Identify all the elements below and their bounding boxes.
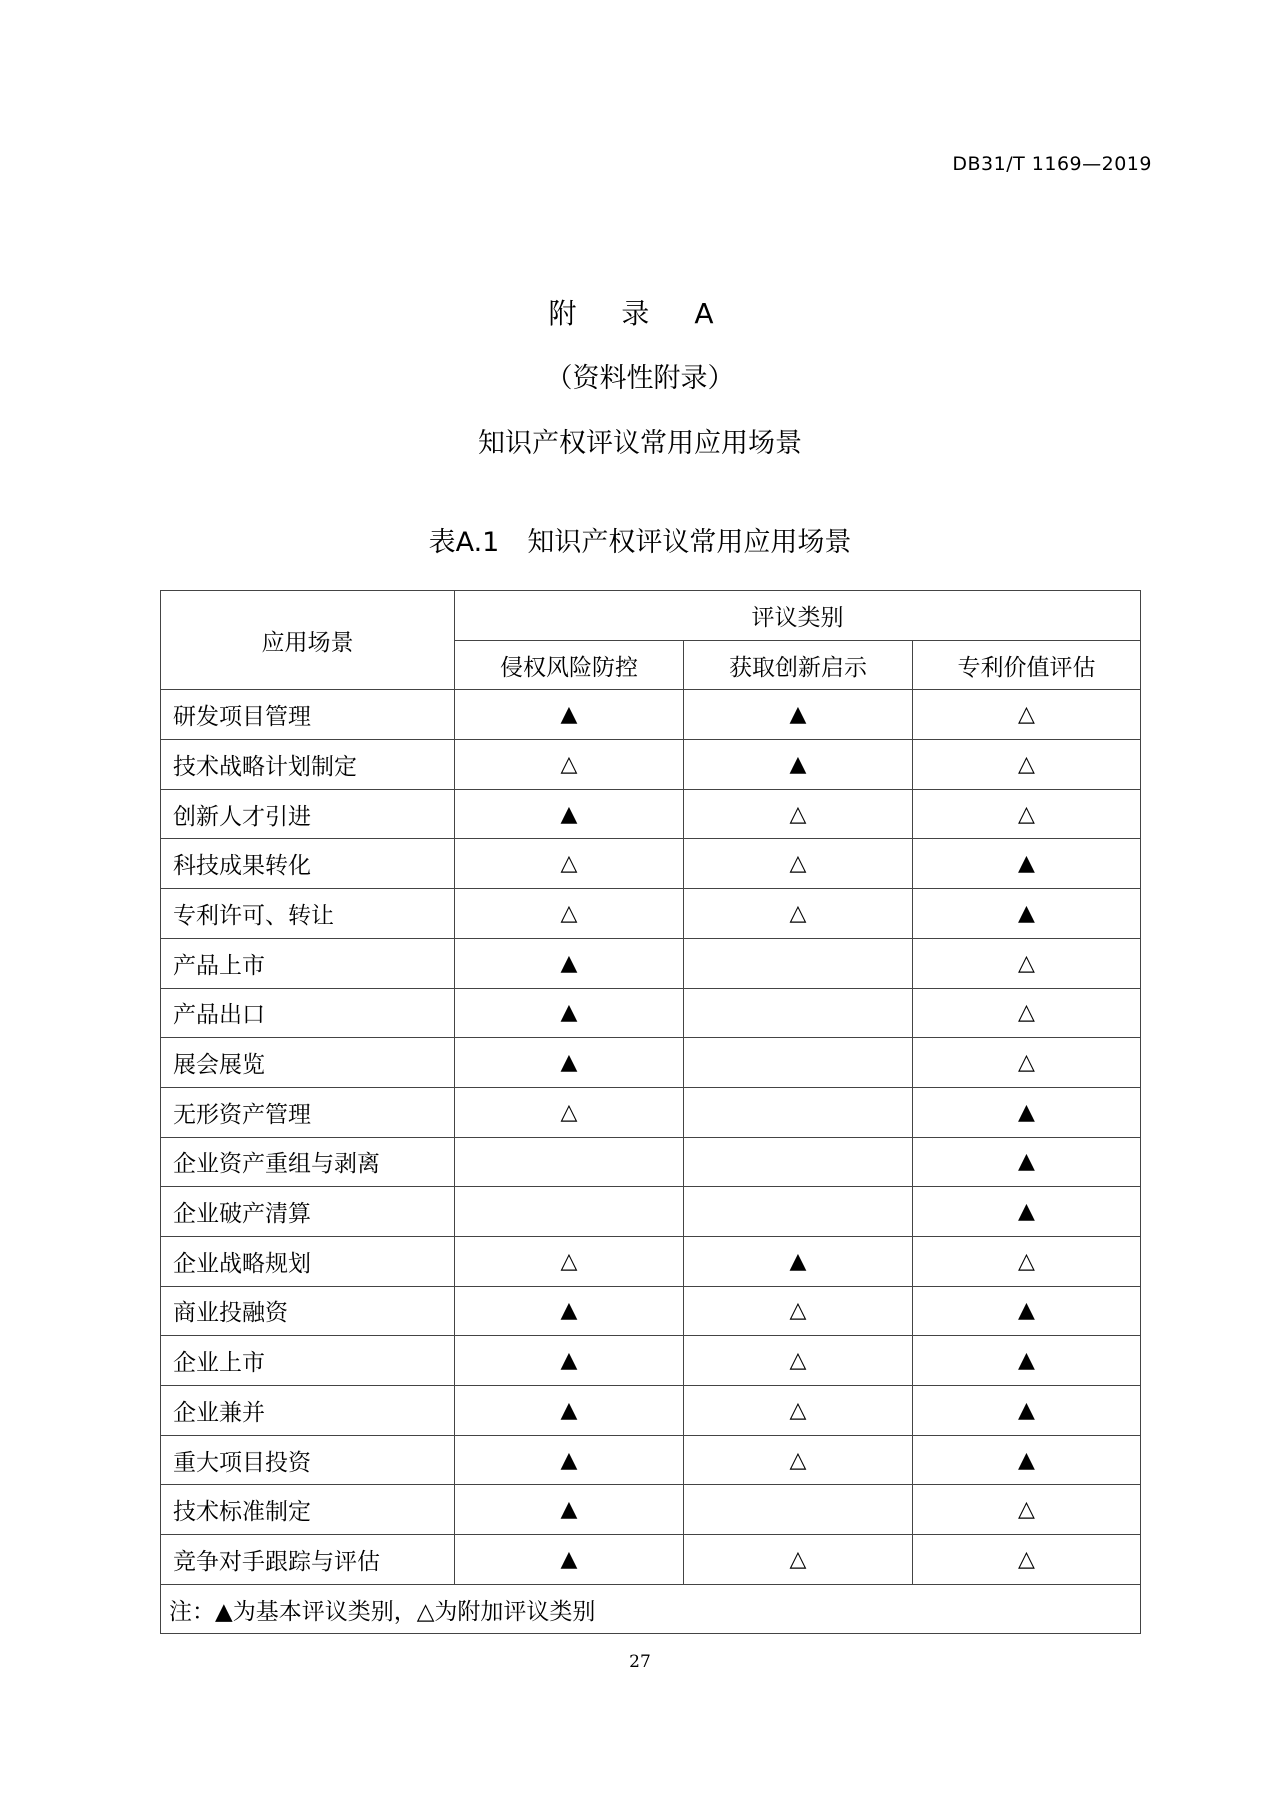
scene-cell: 产品出口 xyxy=(161,988,455,1038)
mark-cell: ▲ xyxy=(913,1435,1141,1485)
table-note-row xyxy=(161,1584,1141,1634)
mark-cell: △ xyxy=(684,1386,913,1436)
scene-cell: 无形资产管理 xyxy=(161,1087,455,1137)
scene-cell: 企业兼并 xyxy=(161,1386,455,1436)
scene-cell: 企业上市 xyxy=(161,1336,455,1386)
mark-cell: △ xyxy=(913,789,1141,839)
mark-cell: △ xyxy=(455,839,684,889)
mark-cell: ▲ xyxy=(913,889,1141,939)
header-col-patent-value: 专利价值评估 xyxy=(913,640,1141,690)
table-row xyxy=(161,1038,1141,1088)
mark-cell: △ xyxy=(684,1286,913,1336)
header-col-innovation: 获取创新启示 xyxy=(684,640,913,690)
mark-cell: △ xyxy=(684,1336,913,1386)
mark-cell xyxy=(455,1187,684,1237)
scene-cell: 产品上市 xyxy=(161,938,455,988)
mark-cell xyxy=(684,1087,913,1137)
mark-cell: △ xyxy=(684,789,913,839)
mark-cell: △ xyxy=(684,1535,913,1585)
scene-cell: 研发项目管理 xyxy=(161,690,455,740)
table-row xyxy=(161,1087,1141,1137)
scene-cell: 创新人才引进 xyxy=(161,789,455,839)
scene-cell: 专利许可、转让 xyxy=(161,889,455,939)
header-col-infringement: 侵权风险防控 xyxy=(455,640,684,690)
scene-cell: 技术战略计划制定 xyxy=(161,740,455,790)
mark-cell: ▲ xyxy=(684,740,913,790)
scene-cell: 商业投融资 xyxy=(161,1286,455,1336)
appendix-subtitle: （资料性附录） xyxy=(545,363,735,394)
table-row xyxy=(161,1386,1141,1436)
header-group: 评议类别 xyxy=(455,591,1141,641)
table-row xyxy=(161,1485,1141,1535)
scene-cell: 企业破产清算 xyxy=(161,1187,455,1237)
mark-cell: ▲ xyxy=(455,789,684,839)
table-row xyxy=(161,1236,1141,1286)
header-scene: 应用场景 xyxy=(161,591,455,690)
table-row xyxy=(161,789,1141,839)
mark-cell: ▲ xyxy=(455,938,684,988)
document-id: DB31/T 1169—2019 xyxy=(952,153,1152,175)
mark-cell: △ xyxy=(684,889,913,939)
mark-cell: △ xyxy=(455,740,684,790)
mark-cell: ▲ xyxy=(455,1386,684,1436)
mark-cell: ▲ xyxy=(455,1435,684,1485)
mark-cell: △ xyxy=(455,1087,684,1137)
mark-cell xyxy=(684,1137,913,1187)
scene-cell: 竞争对手跟踪与评估 xyxy=(161,1535,455,1585)
scene-cell: 企业战略规划 xyxy=(161,1236,455,1286)
mark-cell: ▲ xyxy=(913,1336,1141,1386)
table-row xyxy=(161,1187,1141,1237)
mark-cell: △ xyxy=(913,988,1141,1038)
table-header-row xyxy=(161,591,1141,641)
mark-cell: △ xyxy=(913,740,1141,790)
mark-cell: ▲ xyxy=(684,1236,913,1286)
mark-cell xyxy=(684,1485,913,1535)
table-row xyxy=(161,938,1141,988)
table-row xyxy=(161,839,1141,889)
table-row xyxy=(161,690,1141,740)
mark-cell: ▲ xyxy=(684,690,913,740)
mark-cell: ▲ xyxy=(455,1336,684,1386)
mark-cell: ▲ xyxy=(913,1286,1141,1336)
mark-cell: △ xyxy=(455,1236,684,1286)
mark-cell: ▲ xyxy=(913,1087,1141,1137)
mark-cell: ▲ xyxy=(913,1137,1141,1187)
mark-cell xyxy=(684,988,913,1038)
mark-cell: ▲ xyxy=(455,988,684,1038)
mark-cell: △ xyxy=(913,1535,1141,1585)
mark-cell: ▲ xyxy=(913,1386,1141,1436)
mark-cell: ▲ xyxy=(455,1535,684,1585)
mark-cell: ▲ xyxy=(913,1187,1141,1237)
table-row xyxy=(161,1286,1141,1336)
scene-cell: 科技成果转化 xyxy=(161,839,455,889)
table-row xyxy=(161,1137,1141,1187)
table-row xyxy=(161,1336,1141,1386)
mark-cell xyxy=(684,938,913,988)
table-row xyxy=(161,988,1141,1038)
mark-cell: △ xyxy=(913,1038,1141,1088)
appendix-title: 附 录 A xyxy=(548,297,732,330)
table-row xyxy=(161,740,1141,790)
table-row xyxy=(161,1435,1141,1485)
mark-cell: △ xyxy=(913,1485,1141,1535)
scene-cell: 技术标准制定 xyxy=(161,1485,455,1535)
appendix-name: 知识产权评议常用应用场景 xyxy=(478,428,802,459)
mark-cell: △ xyxy=(913,1236,1141,1286)
scenario-table xyxy=(160,590,1141,1634)
mark-cell: △ xyxy=(913,690,1141,740)
page-number: 27 xyxy=(629,1652,651,1672)
mark-cell xyxy=(684,1038,913,1088)
mark-cell xyxy=(684,1187,913,1237)
table-row xyxy=(161,889,1141,939)
mark-cell: △ xyxy=(684,1435,913,1485)
scene-cell: 重大项目投资 xyxy=(161,1435,455,1485)
table-caption xyxy=(0,520,1280,559)
mark-cell: ▲ xyxy=(455,1038,684,1088)
table-row xyxy=(161,1535,1141,1585)
scene-cell: 展会展览 xyxy=(161,1038,455,1088)
mark-cell: △ xyxy=(913,938,1141,988)
table-caption-number: 表A.1 xyxy=(428,527,500,558)
mark-cell: ▲ xyxy=(455,1286,684,1336)
mark-cell xyxy=(455,1137,684,1187)
mark-cell: △ xyxy=(455,889,684,939)
mark-cell: ▲ xyxy=(455,1485,684,1535)
mark-cell: ▲ xyxy=(913,839,1141,889)
mark-cell: ▲ xyxy=(455,690,684,740)
scene-cell: 企业资产重组与剥离 xyxy=(161,1137,455,1187)
mark-cell: △ xyxy=(684,839,913,889)
table-note: 注：▲为基本评议类别，△为附加评议类别 xyxy=(161,1584,1141,1634)
table-caption-title: 知识产权评议常用应用场景 xyxy=(527,527,852,558)
